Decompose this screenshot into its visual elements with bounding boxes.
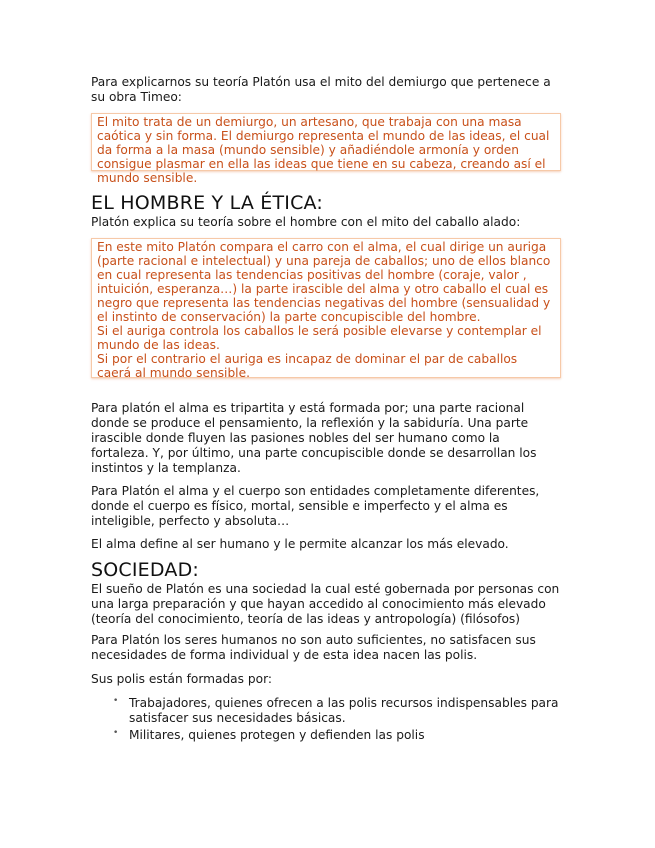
caballo-quote-p2: Si el auriga controla los caballos le será posible elevarse y contemplar el mundo de las ideas. [97,324,542,352]
caballo-quote-p1: En este mito Platón compara el carro con el alma, el cual dirige un auriga (parte racional e intelectual) y una pareja de caballos; uno de ellos blanco en cual representa las tendencias positivas del hombre (coraje, valor , intuición, esperanza…) la parte irascible del alma y otro caballo el cual es negro que representa las tendencias negativas del hombre (sensualidad y el instinto de conservación) la parte concupiscible del hombre. [97,240,551,324]
caballo-quote-p3: Si por el contrario el auriga es incapaz de dominar el par de caballos caerá al mundo sensible. [97,352,518,380]
polis-list [91,696,561,745]
heading-sociedad: SOCIEDAD: [91,559,200,581]
sociedad-paragraph-2: Para Platón los seres humanos no son auto suficientes, no satisfacen sus necesidades de forma individual y de esta idea nacen las polis. [91,633,536,662]
hombre-intro-paragraph: Platón explica su teoría sobre el hombre con el mito del caballo alado: [91,215,521,229]
list-item [91,728,561,743]
alma-cuerpo-paragraph: Para Platón el alma y el cuerpo son entidades completamente diferentes, donde el cuerpo es físico, mortal, sensible e imperfecto y el alma es inteligible, perfecto y absoluta… [91,484,540,528]
heading-hombre-etica: EL HOMBRE Y LA ÉTICA: [91,192,323,214]
list-item-text: Militares, quienes protegen y defienden las polis [129,728,425,742]
list-item-text: Trabajadores, quienes ofrecen a las polis recursos indispensables para satisfacer sus necesidades básicas. [129,696,559,725]
bullet-icon: • [113,728,119,738]
demiurgo-quote-text: El mito trata de un demiurgo, un artesano, que trabaja con una masa caótica y sin forma. El demiurgo representa el mundo de las ideas, el cual da forma a la masa (mundo sensible) y añadiéndole armonía y orden consigue plasmar en ella las ideas que tiene en su cabeza, creando así el mundo sensible. [97,115,550,185]
caballo-alado-quote-box [91,238,561,378]
list-item [91,696,561,726]
alma-tripartita-paragraph: Para platón el alma es tripartita y está formada por; una parte racional donde se produce el pensamiento, la reflexión y la sabiduría. Una parte irascible donde fluyen las pasiones nobles del ser humano como la fortaleza. Y, por último, una parte concupiscible donde se desarrollan los instintos y la templanza. [91,401,537,475]
sociedad-paragraph-3: Sus polis están formadas por: [91,672,272,686]
intro-paragraph: Para explicarnos su teoría Platón usa el mito del demiurgo que pertenece a su obra Timeo: [91,75,551,104]
bullet-icon: • [113,696,119,706]
demiurgo-quote-box [91,113,561,185]
alma-define-paragraph: El alma define al ser humano y le permite alcanzar los más elevado. [91,537,509,551]
sociedad-paragraph-1: El sueño de Platón es una sociedad la cual esté gobernada por personas con una larga preparación y que hayan accedido al conocimiento más elevado (teoría del conocimiento, teoría de las ideas y antropología) (filósofos) [91,582,560,626]
